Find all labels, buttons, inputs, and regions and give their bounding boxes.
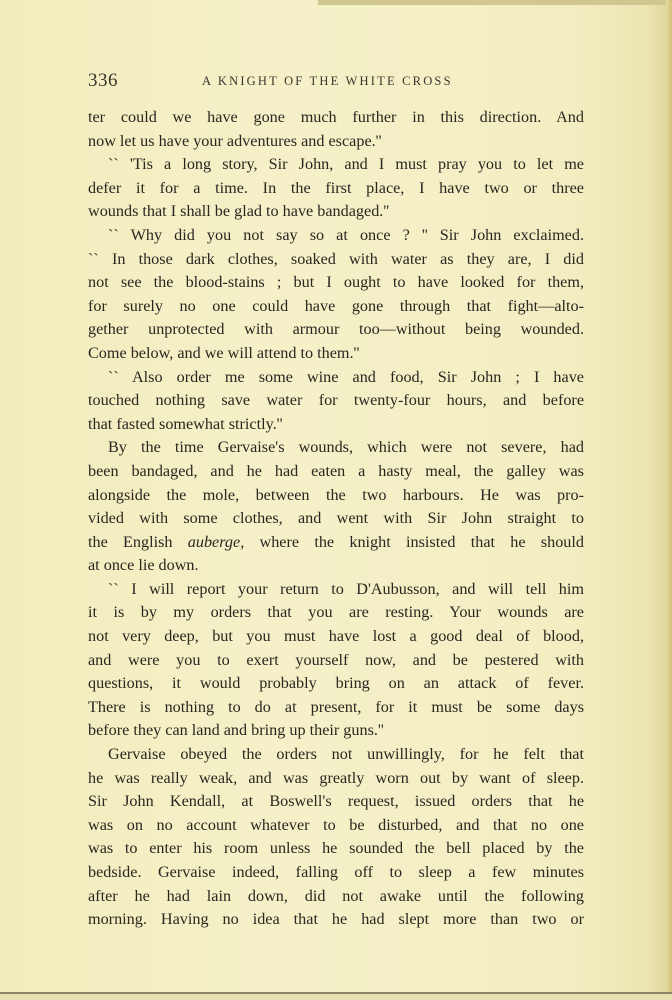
text-line: questions, it would probably bring on an attack of fever.: [88, 674, 584, 693]
text-line: he was really weak, and was greatly worn out by want of sleep.: [88, 768, 584, 787]
text-line: Gervaise obeyed the orders not unwillingly, for he felt that: [108, 745, 584, 764]
italic-word: auberge,: [187, 532, 245, 551]
text-line: bedside. Gervaise indeed, falling off to sleep a few minutes: [88, 863, 584, 881]
text-line: defer it for a time. In the first place, I have two or three: [88, 178, 584, 197]
text-line: before they can land and bring up their guns.'': [88, 721, 384, 740]
text-segment: where the knight insisted that he should: [244, 532, 584, 551]
text-line: at once lie down.: [88, 556, 199, 575]
text-line: and were you to exert yourself now, and be pestered with: [88, 650, 584, 669]
text-line: gether unprotected with armour too—without being wounded.: [88, 320, 584, 339]
page-number: 336: [88, 70, 118, 91]
text-line: was to enter his room unless he sounded the bell placed by the: [88, 839, 584, 858]
text-line: touched nothing save water for twenty-four hours, and before: [88, 391, 584, 410]
page-bottom-edge: [0, 994, 672, 1000]
running-head: A KNIGHT OF THE WHITE CROSS: [202, 74, 453, 88]
text-line: ter could we have gone much further in this direction. And: [88, 108, 584, 126]
text-line: it is by my orders that you are resting. Your wounds are: [88, 603, 584, 622]
text-line: `` I will report your return to D'Aubusson, and will tell him: [108, 579, 584, 598]
text-line: morning. Having no idea that he had slept more than two or: [88, 910, 584, 929]
text-line: now let us have your adventures and escape.'': [88, 131, 382, 150]
text-line: By the time Gervaise's wounds, which were not severe, had: [108, 438, 584, 457]
text-line: vided with some clothes, and went with Sir John straight to: [88, 509, 584, 528]
text-line: `` Also order me some wine and food, Sir John ; I have: [108, 367, 584, 386]
text-line: `` Why did you not say so at once ? '' Sir John exclaimed.: [108, 225, 584, 244]
text-line: alongside the mole, between the two harbours. He was pro-: [88, 485, 584, 504]
top-edge-rule: [318, 0, 672, 5]
text-line: wounds that I shall be glad to have bandaged.'': [88, 202, 390, 221]
text-line: `` In those dark clothes, soaked with water as they are, I did: [88, 249, 584, 268]
text-line: [88, 531, 584, 555]
text-segment: the English: [88, 532, 188, 551]
text-line: for surely no one could have gone through that fight—alto-: [88, 296, 584, 315]
text-line: `` 'Tis a long story, Sir John, and I must pray you to let me: [108, 155, 584, 174]
page-header: [86, 70, 586, 100]
text-line: not very deep, but you must have lost a good deal of blood,: [88, 627, 584, 646]
text-line: was on no account whatever to be disturbed, and that no one: [88, 815, 584, 834]
text-line: been bandaged, and he had eaten a hasty meal, the galley was: [88, 461, 584, 480]
text-line: after he had lain down, did not awake until the following: [88, 886, 584, 905]
text-line: Sir John Kendall, at Boswell's request, issued orders that he: [88, 792, 584, 811]
body-text: [88, 106, 584, 932]
text-line: Come below, and we will attend to them.'': [88, 343, 360, 362]
text-line: There is nothing to do at present, for it must be some days: [88, 697, 584, 716]
text-line: not see the blood-stains ; but I ought to have looked for them,: [88, 273, 584, 292]
page-right-edge: [666, 0, 672, 1000]
text-line: that fasted somewhat strictly.'': [88, 414, 283, 433]
